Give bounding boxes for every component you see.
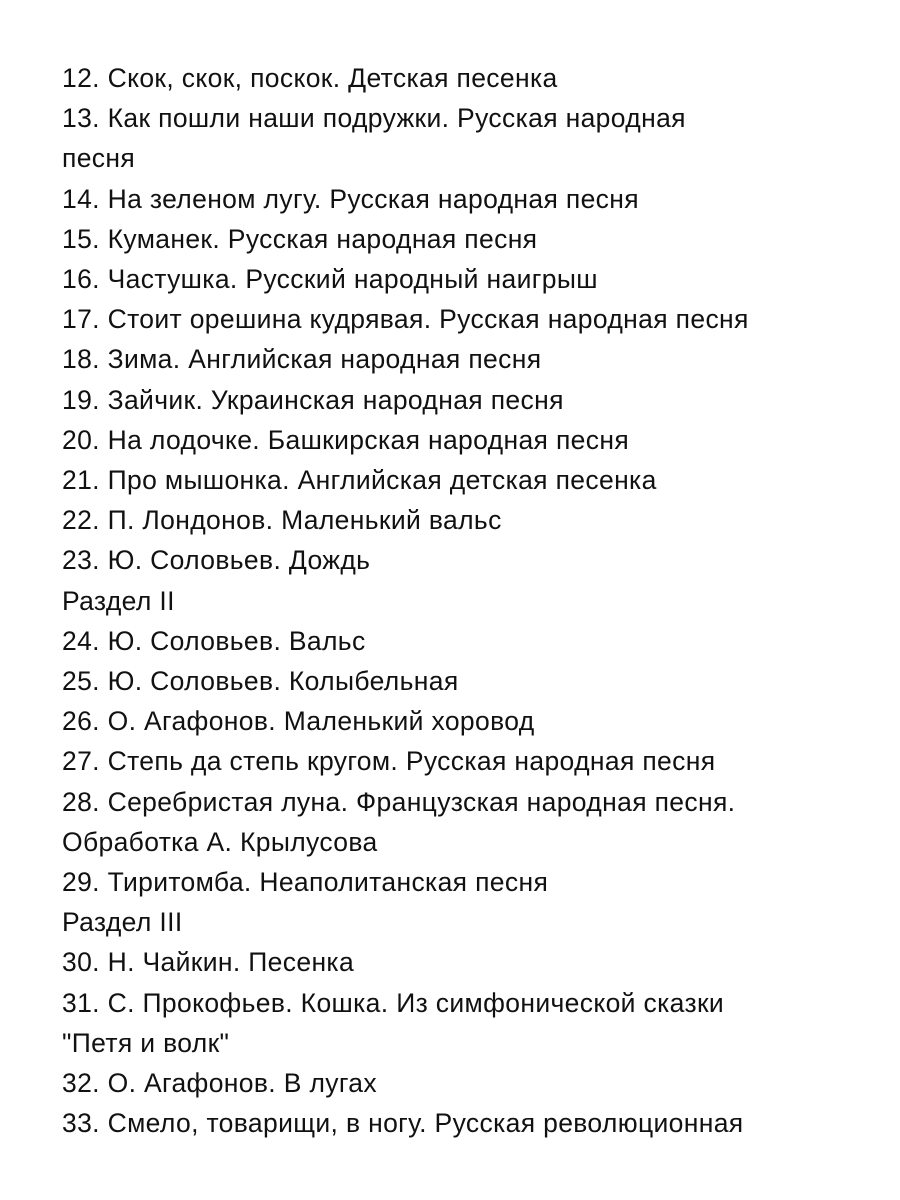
list-item: 23. Ю. Соловьев. Дождь: [62, 545, 371, 576]
list-item: 14. На зеленом лугу. Русская народная песня: [62, 183, 639, 214]
list-item: 33. Смело, товарищи, в ногу. Русская революционная: [62, 1108, 744, 1139]
list-item-continuation: песня: [62, 143, 136, 174]
list-item: 13. Как пошли наши подружки. Русская народная: [62, 103, 686, 134]
list-item: 16. Частушка. Русский народный наигрыш: [62, 264, 598, 295]
document-page: [62, 58, 882, 1143]
list-item: 28. Серебристая луна. Французская народная песня.: [62, 786, 736, 817]
section-heading: Раздел II: [62, 585, 175, 616]
list-item: 21. Про мышонка. Английская детская песенка: [62, 465, 657, 496]
list-item-continuation: Обработка А. Крылусова: [62, 826, 378, 857]
list-item: 18. Зима. Английская народная песня: [62, 344, 542, 375]
list-item: 12. Скок, скок, поскок. Детская песенка: [62, 63, 558, 93]
list-item: 19. Зайчик. Украинская народная песня: [62, 384, 564, 415]
list-item: 32. О. Агафонов. В лугах: [62, 1068, 377, 1099]
list-item: 20. На лодочке. Башкирская народная песня: [62, 424, 630, 455]
section-heading: Раздел III: [62, 907, 183, 938]
list-item: 29. Тиритомба. Неаполитанская песня: [62, 867, 549, 898]
list-item: 22. П. Лондонов. Маленький вальс: [62, 505, 502, 536]
list-item: 30. Н. Чайкин. Песенка: [62, 947, 355, 978]
list-item-continuation: "Петя и волк": [62, 1027, 230, 1058]
list-item: 15. Куманек. Русская народная песня: [62, 223, 538, 254]
list-item: 31. С. Прокофьев. Кошка. Из симфонической сказки: [62, 987, 725, 1018]
list-item: 24. Ю. Соловьев. Вальс: [62, 625, 366, 656]
list-item: 17. Стоит орешина кудрявая. Русская народная песня: [62, 304, 749, 335]
list-item: 27. Степь да степь кругом. Русская народная песня: [62, 746, 716, 777]
list-item: 26. О. Агафонов. Маленький хоровод: [62, 706, 535, 737]
list-item: 25. Ю. Соловьев. Колыбельная: [62, 666, 459, 697]
